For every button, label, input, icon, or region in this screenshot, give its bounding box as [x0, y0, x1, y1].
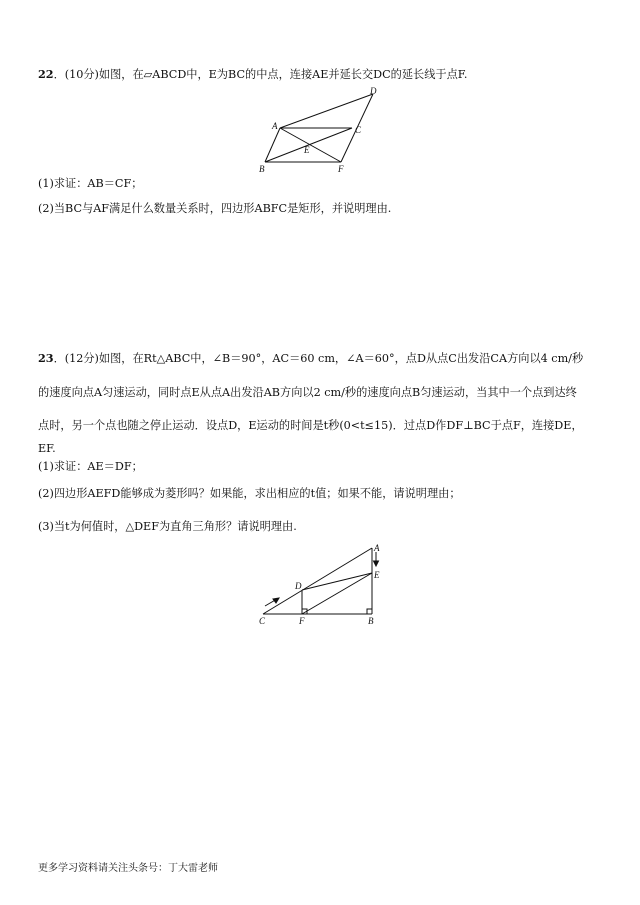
q22-stem [38, 67, 467, 82]
q23-label-e: E [374, 570, 380, 580]
q22-label-b: B [259, 164, 265, 174]
q22-number: 22 [38, 67, 54, 81]
q23-label-b: B [368, 616, 374, 626]
q23-line4: EF. [38, 442, 56, 455]
q22-label-e: E [304, 145, 310, 155]
q23-part2: (2)四边形AEFD能够成为菱形吗？如果能，求出相应的t值；如果不能，请说明理由； [38, 487, 461, 500]
q22-label-d: D [370, 86, 377, 96]
q22-stem-text: ．(10分)如图，在▱ABCD中，E为BC的中点，连接AE并延长交DC的延长线于点F. [53, 68, 468, 81]
q22-part1: (1)求证：AB＝CF； [38, 177, 143, 190]
q23-label-c: C [259, 616, 266, 626]
q22-label-c: C [355, 125, 362, 135]
q23-line3: 点时，另一个点也随之停止运动．设点D，E运动的时间是t秒(0<t≤15)．过点D作DF⊥BC于点F，连接DE， [38, 419, 583, 432]
q23-right-angle-b [367, 609, 372, 614]
q22-figure [255, 86, 395, 175]
q23-line2: 的速度向点A匀速运动，同时点E从点A出发沿AB方向以2 cm/秒的速度向点B匀速运动，当其中一个点到达终 [38, 386, 577, 399]
q22-label-f: F [338, 164, 344, 174]
q23-part1: (1)求证：AE＝DF； [38, 460, 143, 473]
q23-label-f: F [299, 616, 305, 626]
q23-seg-CA [263, 548, 372, 614]
q22-seg-AF [280, 128, 341, 162]
footer-note: 更多学习资料请关注头条号：丁大雷老师 [38, 863, 218, 874]
q23-part3: (3)当t为何值时，△DEF为直角三角形？请说明理由. [38, 520, 297, 533]
q22-part2: (2)当BC与AF满足什么数量关系时，四边形ABFC是矩形，并说明理由. [38, 202, 392, 215]
q23-number: 23 [38, 351, 54, 365]
q23-line1-text: ．(12分)如图，在Rt△ABC中，∠B＝90°，AC＝60 cm，∠A＝60°，点D从点C出发沿CA方向以4 cm/秒 [53, 352, 584, 365]
q23-seg-EF [302, 573, 372, 614]
q23-line1 [38, 351, 583, 366]
q23-arrowhead-e [374, 561, 379, 566]
q23-seg-DE [302, 573, 372, 590]
q22-label-a: A [272, 121, 278, 131]
q23-label-a: A [374, 543, 380, 553]
q23-figure [255, 542, 390, 627]
q23-label-d: D [295, 581, 302, 591]
q23-arrowhead-d [273, 598, 279, 603]
